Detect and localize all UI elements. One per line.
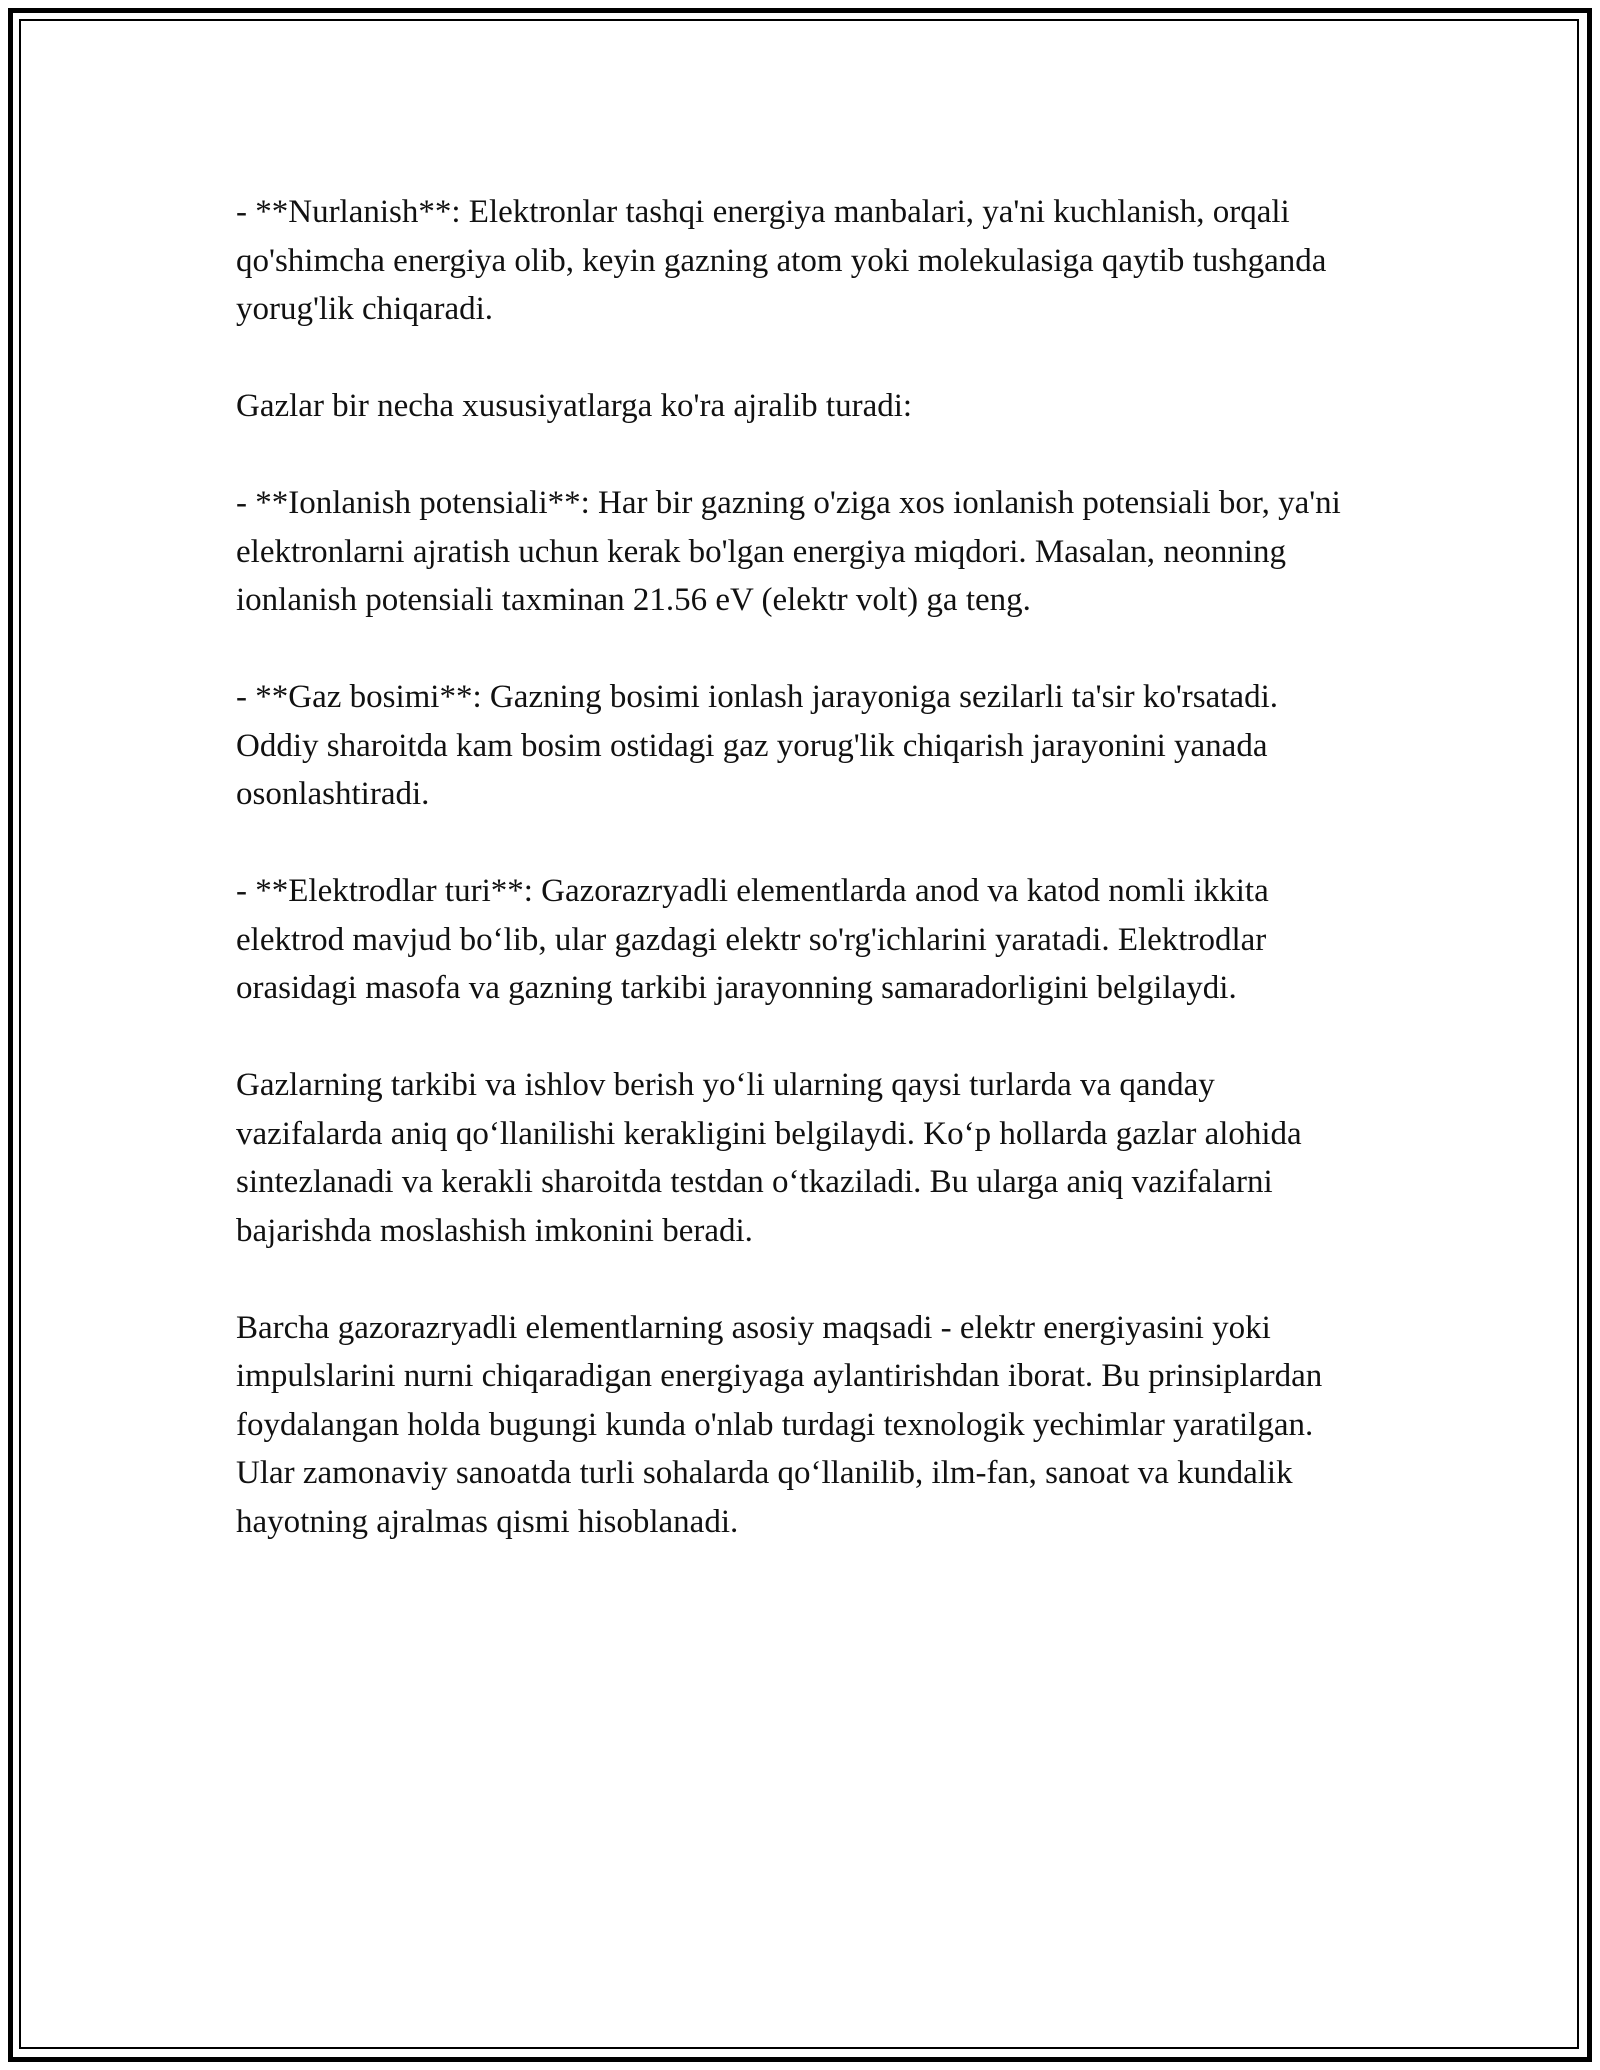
paragraph-gazlar-tarkibi: Gazlarning tarkibi va ishlov berish yo‘li ularning qaysi turlarda va qanday vazifalarda aniq qo‘llanilishi kerakligini belgilaydi. Ko‘p hollarda gazlar alohida sintezlanadi va kerakli sharoitda testdan o‘tkaziladi. Bu ularga aniq vazifalarni bajarishda moslashish imkonini beradi. [236,1067,1302,1249]
paragraph-elektrodlar-turi: - **Elektrodlar turi**: Gazorazryadli elementlarda anod va katod nomli ikkita elektrod mavjud bo‘lib, ular gazdagi elektr so'rg'ichlarini yaratadi. Elektrodlar orasidagi masofa va gazning tarkibi jarayonning samaradorligini belgilaydi. [236,873,1269,1006]
paragraph-nurlanish: - **Nurlanish**: Elektronlar tashqi energiya manbalari, ya'ni kuchlanish, orqali qo'shimcha energiya olib, keyin gazning atom yoki molekulasiga qaytib tushganda yorug'lik chiqaradi. [236,194,1327,327]
paragraph-gaz-xususiyatlari-intro: Gazlar bir necha xususiyatlarga ko'ra ajralib turadi: [236,388,913,424]
paragraph-asosiy-maqsad: Barcha gazorazryadli elementlarning asosiy maqsadi - elektr energiyasini yoki impulslarini nurni chiqaradigan energiyaga aylantirishdan iborat. Bu prinsiplardan foydalangan holda bugungi kunda o'nlab turdagi texnologik yechimlar yaratilgan. Ular zamonaviy sanoatda turli sohalarda qo‘llanilib, ilm-fan, sanoat va kundalik hayotning ajralmas qismi hisoblanadi. [236,1309,1323,1540]
document-body [236,188,1366,1595]
paragraph-gaz-bosimi: - **Gaz bosimi**: Gazning bosimi ionlash jarayoniga sezilarli ta'sir ko'rsatadi. Oddiy sharoitda kam bosim ostidagi gaz yorug'lik chiqarish jarayonini yanada osonlashtiradi. [236,679,1278,812]
paragraph-ionlanish-potensiali: - **Ionlanish potensiali**: Har bir gazning o'ziga xos ionlanish potensiali bor, ya'ni elektronlarni ajratish uchun kerak bo'lgan energiya miqdori. Masalan, neonning ionlanish potensiali taxminan 21.56 eV (elektr volt) ga teng. [236,485,1341,618]
